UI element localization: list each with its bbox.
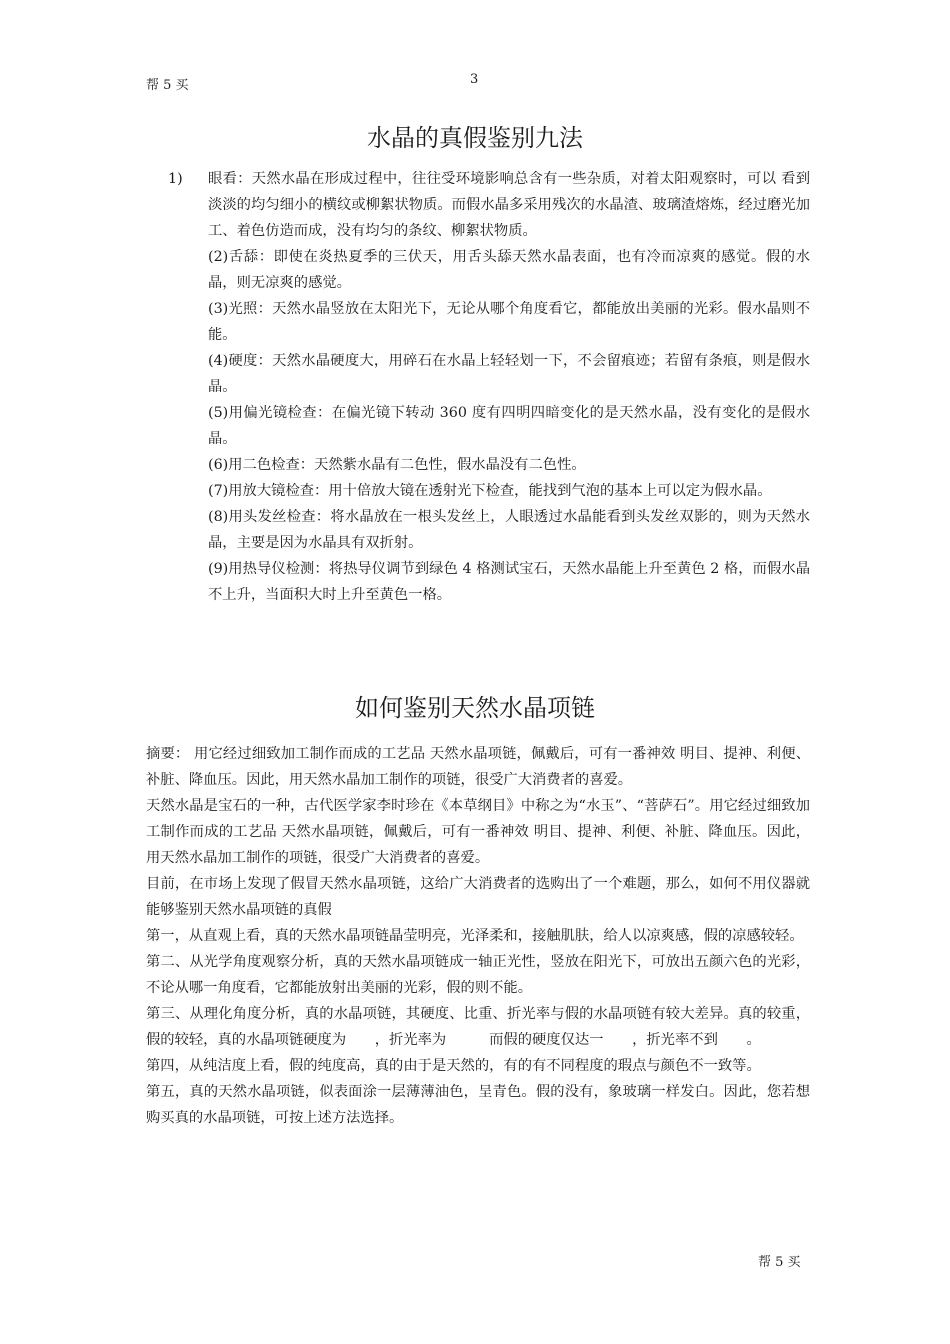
paragraph: 摘要： 用它经过细致加工制作而成的工艺品 天然水晶项链，佩戴后，可有一番神效 明目、提神、利便、补脏、降血压。因此，用天然水晶加工制作的项链，很受广大消费者的喜爱。 [146, 746, 810, 788]
list-item: (8)用头发丝检查：将水晶放在一根头发丝上，人眼透过水晶能看到头发丝双影的，则为天然水晶，主要是因为水晶具有双折射。 [208, 509, 810, 551]
page-number: 3 [470, 72, 479, 87]
paragraph: 目前，在市场上发现了假冒天然水晶项链，这给广大消费者的选购出了一个难题，那么，如何不用仪器就能够鉴别天然水晶项链的真假 [146, 876, 810, 918]
section1-title: 水晶的真假鉴别九法 [367, 124, 583, 152]
list-item: (5)用偏光镜检查：在偏光镜下转动 360 度有四明四暗变化的是天然水晶，没有变化的是假水晶。 [208, 405, 810, 447]
list-item: (4)硬度：天然水晶硬度大，用碎石在水晶上轻轻划一下，不会留痕迹；若留有条痕，则是假水晶。 [208, 353, 810, 395]
list-item: 眼看：天然水晶在形成过程中，往往受环境影响总含有一些杂质，对着太阳观察时，可以 看到淡淡的均匀细小的横纹或柳絮状物质。而假水晶多采用残次的水晶渣、玻璃渣熔炼，经过磨光加工、着色仿造而成，没有均匀的条纹、柳絮状物质。 [208, 171, 810, 239]
section2-title: 如何鉴别天然水晶项链 [355, 694, 595, 722]
paragraph: 第三、从理化角度分析，真的水晶项链，其硬度、比重、折光率与假的水晶项链有较大差异。真的较重，假的较轻，真的水晶项链硬度为 ，折光率为 而假的硬度仅达一 ，折光率不到 。 [146, 1006, 810, 1048]
list-item: (7)用放大镜检查：用十倍放大镜在透射光下检查，能找到气泡的基本上可以定为假水晶。 [208, 483, 772, 499]
paragraph: 第一，从直观上看，真的天然水晶项链晶莹明亮，光泽柔和，接触肌肤，给人以凉爽感，假的凉感较轻。 [146, 928, 804, 944]
section1-list [168, 166, 810, 608]
list-item: (3)光照：天然水晶竖放在太阳光下，无论从哪个角度看它，都能放出美丽的光彩。假水晶则不能。 [208, 301, 810, 343]
list-item: (2)舌舔：即使在炎热夏季的三伏天，用舌头舔天然水晶表面，也有冷而凉爽的感觉。假的水晶，则无凉爽的感觉。 [208, 249, 810, 291]
paragraph: 天然水晶是宝石的一种，古代医学家李时珍在《本草纲目》中称之为“水玉”、“菩萨石”。用它经过细致加工制作而成的工艺品 天然水晶项链，佩戴后，可有一番神效 明目、提神、利便、补脏、降血压。因此，用天然水晶加工制作的项链，很受广大消费者的喜爱。 [146, 798, 810, 866]
paragraph: 第二、从光学角度观察分析，真的天然水晶项链成一轴正光性，竖放在阳光下，可放出五颜六色的光彩，不论从哪一角度看，它都能放射出美丽的光彩，假的则不能。 [146, 954, 810, 996]
list-item: (9)用热导仪检测：将热导仪调节到绿色 4 格测试宝石，天然水晶能上升至黄色 2 格，而假水晶不上升，当面积大时上升至黄色一格。 [208, 561, 810, 603]
footer-right-text: 帮 5 买 [758, 1255, 801, 1270]
section2-body [146, 741, 810, 1131]
paragraph: 第四，从纯洁度上看，假的纯度高，真的由于是天然的，有的有不同程度的瑕点与颜色不一致等。 [146, 1058, 761, 1074]
header-left-text: 帮 5 买 [146, 78, 189, 93]
list-marker: 1) [168, 171, 183, 187]
list-item: (6)用二色检查：天然紫水晶有二色性，假水晶没有二色性。 [208, 457, 586, 473]
paragraph: 第五，真的天然水晶项链，似表面涂一层薄薄油色，呈青色。假的没有，象玻璃一样发白。因此，您若想购买真的水晶项链，可按上述方法选择。 [146, 1084, 810, 1126]
